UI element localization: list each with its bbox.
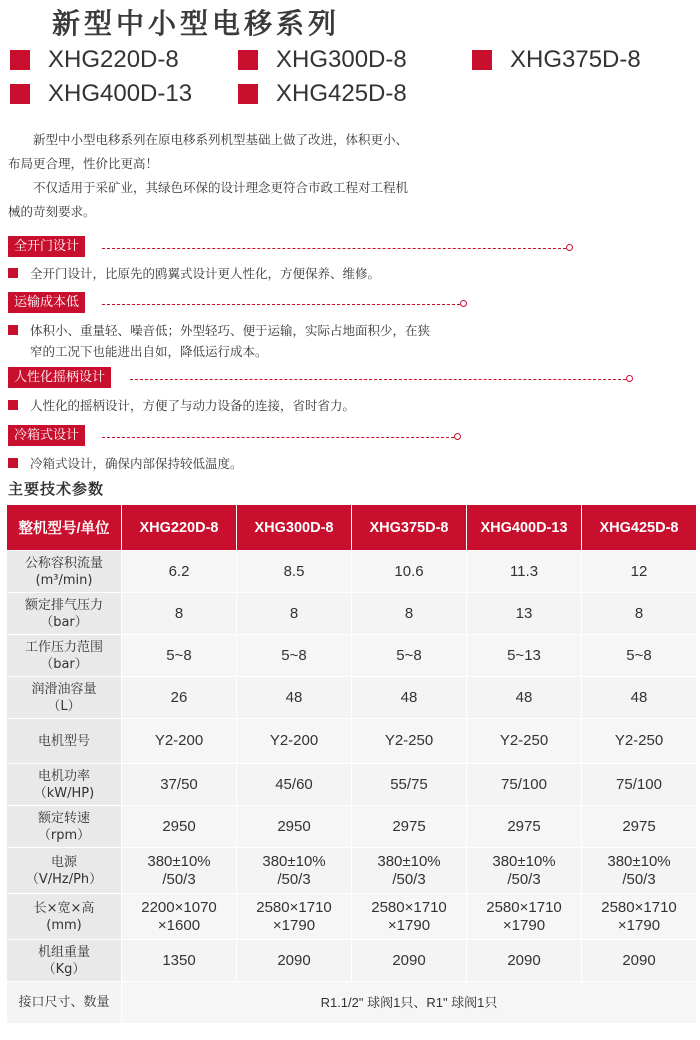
row-label <box>7 635 122 677</box>
red-square-icon <box>8 458 18 468</box>
row-label <box>7 719 122 764</box>
row-label-name: 电机型号 <box>37 733 90 749</box>
table-cell: 380±10% /50/3 <box>352 848 467 894</box>
table-cell: 2090 <box>237 940 352 982</box>
table-cell: 37/50 <box>122 764 237 806</box>
model-label: XHG300D-8 <box>276 46 407 73</box>
row-label-unit: （L） <box>47 698 81 714</box>
table-cell: 26 <box>122 677 237 719</box>
red-square-icon <box>8 400 18 410</box>
table-cell: 48 <box>467 677 582 719</box>
table-cell: 75/100 <box>582 764 697 806</box>
model-item <box>238 44 407 76</box>
row-label <box>7 940 122 982</box>
table-row <box>7 848 697 894</box>
model-item <box>238 78 407 110</box>
row-label-name: 公称容积流量 <box>24 555 103 571</box>
table-header-cell: XHG425D-8 <box>582 505 697 551</box>
red-square-icon <box>8 325 18 335</box>
table-cell: 13 <box>467 593 582 635</box>
table-cell: 380±10% /50/3 <box>582 848 697 894</box>
row-label-name: 电机功率 <box>37 768 90 784</box>
table-cell: 12 <box>582 551 697 593</box>
row-label <box>7 593 122 635</box>
table-header-row <box>7 505 697 551</box>
row-label-name: 工作压力范围 <box>24 639 103 655</box>
table-header-cell: XHG300D-8 <box>237 505 352 551</box>
table-cell: Y2-200 <box>122 719 237 764</box>
table-cell: 48 <box>582 677 697 719</box>
table-cell: Y2-250 <box>352 719 467 764</box>
table-row <box>7 635 697 677</box>
table-cell: 8 <box>237 593 352 635</box>
red-square-icon <box>238 50 258 70</box>
row-label-unit: （kW/HP) <box>33 785 95 801</box>
row-label <box>7 551 122 593</box>
dashed-divider <box>102 437 454 438</box>
model-item <box>10 44 179 76</box>
table-row <box>7 764 697 806</box>
table-cell: 380±10% /50/3 <box>122 848 237 894</box>
table-cell: 75/100 <box>467 764 582 806</box>
row-label <box>7 806 122 848</box>
table-row <box>7 677 697 719</box>
feature-title: 冷箱式设计 <box>8 425 85 446</box>
feature-title: 运输成本低 <box>8 292 85 313</box>
model-label: XHG375D-8 <box>510 46 641 73</box>
row-label-unit: (m³/min) <box>35 572 93 588</box>
table-cell: 45/60 <box>237 764 352 806</box>
table-cell: 10.6 <box>352 551 467 593</box>
table-cell: 5~8 <box>237 635 352 677</box>
dashed-divider <box>102 304 460 305</box>
red-square-icon <box>10 50 30 70</box>
feature-description: 全开门设计，比原先的鸥翼式设计更人性化，方便保养、维修。 <box>8 263 568 284</box>
spec-section-title: 主要技术参数 <box>8 480 105 498</box>
row-label-unit: (mm) <box>46 917 82 933</box>
feature-description: 人性化的摇柄设计，方便了与动力设备的连接，省时省力。 <box>8 395 608 416</box>
circle-end-icon <box>460 300 467 307</box>
feature-title: 全开门设计 <box>8 236 85 257</box>
row-label-name: 润滑油容量 <box>31 681 97 697</box>
model-item <box>10 78 192 110</box>
intro-text <box>8 128 413 224</box>
table-cell: 55/75 <box>352 764 467 806</box>
table-cell: 2975 <box>352 806 467 848</box>
table-cell: Y2-250 <box>467 719 582 764</box>
intro-paragraph: 不仅适用于采矿业，其绿色环保的设计理念更符合市政工程对工程机械的苛刻要求。 <box>8 180 409 219</box>
model-label: XHG220D-8 <box>48 46 179 73</box>
table-cell: 380±10% /50/3 <box>237 848 352 894</box>
intro-paragraph: 新型中小型电移系列在原电移系列机型基础上做了改进，体积更小、布局更合理，性价比更高！ <box>8 132 409 171</box>
model-item <box>472 44 641 76</box>
table-header-cell: XHG220D-8 <box>122 505 237 551</box>
connection-value: R1.1/2" 球阀1只、R1" 球阀1只 <box>122 982 697 1024</box>
circle-end-icon <box>626 375 633 382</box>
table-cell: 5~8 <box>582 635 697 677</box>
table-cell: Y2-200 <box>237 719 352 764</box>
table-cell: 8 <box>122 593 237 635</box>
row-label <box>7 848 122 894</box>
table-row <box>7 719 697 764</box>
table-cell: 380±10% /50/3 <box>467 848 582 894</box>
row-label <box>7 677 122 719</box>
table-cell: 2090 <box>582 940 697 982</box>
table-cell: 1350 <box>122 940 237 982</box>
table-cell: 5~8 <box>352 635 467 677</box>
row-label-name: 额定排气压力 <box>24 597 103 613</box>
table-cell: 2975 <box>582 806 697 848</box>
red-square-icon <box>238 84 258 104</box>
page-title: 新型中小型电移系列 <box>52 7 341 40</box>
table-cell: 8.5 <box>237 551 352 593</box>
table-cell: 8 <box>352 593 467 635</box>
model-label: XHG425D-8 <box>276 80 407 107</box>
feature-title: 人性化摇柄设计 <box>8 367 111 388</box>
table-row <box>7 894 697 940</box>
row-label-unit: （bar） <box>40 614 88 630</box>
row-label <box>7 764 122 806</box>
red-square-icon <box>472 50 492 70</box>
dashed-divider <box>102 248 566 249</box>
table-header-cell: 整机型号/单位 <box>7 505 122 551</box>
table-row <box>7 940 697 982</box>
red-square-icon <box>10 84 30 104</box>
table-cell: 48 <box>352 677 467 719</box>
row-label-name: 长×宽×高 <box>33 900 95 916</box>
table-cell: 2200×1070 ×1600 <box>122 894 237 940</box>
row-label-unit: （Kg） <box>42 961 86 977</box>
row-label-unit: （bar） <box>40 656 88 672</box>
table-cell: 5~8 <box>122 635 237 677</box>
table-cell: 2090 <box>467 940 582 982</box>
table-cell: 8 <box>582 593 697 635</box>
table-cell: 2580×1710 ×1790 <box>237 894 352 940</box>
red-square-icon <box>8 268 18 278</box>
model-label: XHG400D-13 <box>48 80 193 107</box>
row-label-name: 额定转速 <box>37 810 90 826</box>
table-cell: 5~13 <box>467 635 582 677</box>
table-header-cell: XHG375D-8 <box>352 505 467 551</box>
table-cell: 48 <box>237 677 352 719</box>
row-label: 接口尺寸、数量 <box>7 982 122 1024</box>
row-label <box>7 894 122 940</box>
feature-description: 冷箱式设计，确保内部保持较低温度。 <box>8 453 508 474</box>
table-cell: 2950 <box>237 806 352 848</box>
row-label-name: 电源 <box>50 854 77 870</box>
feature-description: 体积小、重量轻、噪音低；外型轻巧、便于运输，实际占地面积少，在狭窄的工况下也能进出自如，降低运行成本。 <box>8 320 440 362</box>
table-row <box>7 551 697 593</box>
table-cell: 2950 <box>122 806 237 848</box>
dashed-divider <box>130 379 626 380</box>
table-header-cell: XHG400D-13 <box>467 505 582 551</box>
table-row <box>7 806 697 848</box>
table-cell: 2580×1710 ×1790 <box>467 894 582 940</box>
table-row <box>7 593 697 635</box>
circle-end-icon <box>454 433 461 440</box>
table-cell: 2975 <box>467 806 582 848</box>
row-label-unit: （rpm） <box>37 827 91 843</box>
table-row <box>7 982 697 1024</box>
row-label-unit: （V/Hz/Ph） <box>25 871 103 887</box>
spec-table <box>6 504 697 1024</box>
table-cell: 6.2 <box>122 551 237 593</box>
row-label-name: 机组重量 <box>37 944 90 960</box>
table-cell: Y2-250 <box>582 719 697 764</box>
table-cell: 11.3 <box>467 551 582 593</box>
table-cell: 2090 <box>352 940 467 982</box>
circle-end-icon <box>566 244 573 251</box>
table-cell: 2580×1710 ×1790 <box>352 894 467 940</box>
table-cell: 2580×1710 ×1790 <box>582 894 697 940</box>
